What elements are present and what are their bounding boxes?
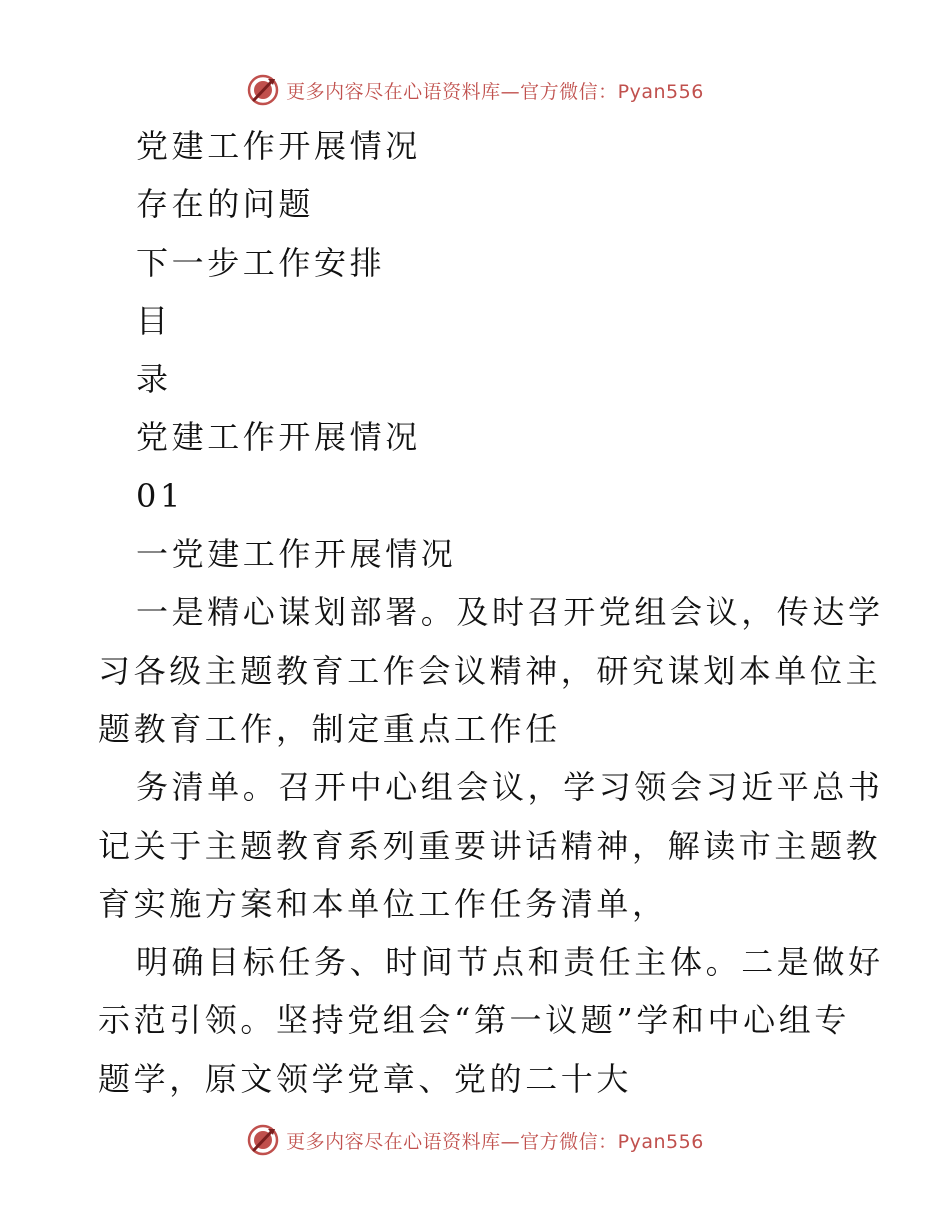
document-body: [98, 117, 884, 1108]
text-line: 录: [136, 360, 172, 399]
quill-seal-icon: [246, 73, 280, 107]
text-line: 存在的问题: [136, 185, 315, 224]
paragraph-line: 务清单。召开中心组会议，学习领会习近平总书: [136, 768, 884, 807]
header-watermark: [0, 70, 950, 110]
quill-seal-icon: [246, 1123, 280, 1157]
paragraph-line: 一是精心谋划部署。及时召开党组会议，传达学: [136, 593, 884, 632]
paragraph-line: 明确目标任务、时间节点和责任主体。二是做好: [136, 943, 884, 982]
text-line: 党建工作开展情况: [136, 127, 421, 165]
paragraph-line: 记关于主题教育系列重要讲话精神，解读市主题教: [98, 826, 882, 865]
text-line: 下一步工作安排: [136, 243, 386, 282]
watermark-text: 更多内容尽在心语资料库—官方微信：Pyan556: [286, 1130, 704, 1153]
text-line: 01: [136, 476, 184, 515]
section-heading: 一党建工作开展情况: [136, 535, 457, 574]
watermark-text: 更多内容尽在心语资料库—官方微信：Pyan556: [286, 80, 704, 103]
footer-watermark: [0, 1120, 950, 1160]
paragraph-line: 育实施方案和本单位工作任务清单，: [98, 884, 668, 923]
paragraph-line: 题教育工作，制定重点工作任: [98, 709, 561, 748]
text-line: 党建工作开展情况: [136, 418, 421, 457]
paragraph-line: 题学，原文领学党章、党的二十大: [98, 1059, 633, 1098]
paragraph-line: 习各级主题教育工作会议精神，研究谋划本单位主: [98, 651, 882, 690]
paragraph-line: 示范引领。坚持党组会“第一议题”学和中心组专: [98, 1001, 850, 1040]
text-line: 目: [136, 301, 172, 340]
